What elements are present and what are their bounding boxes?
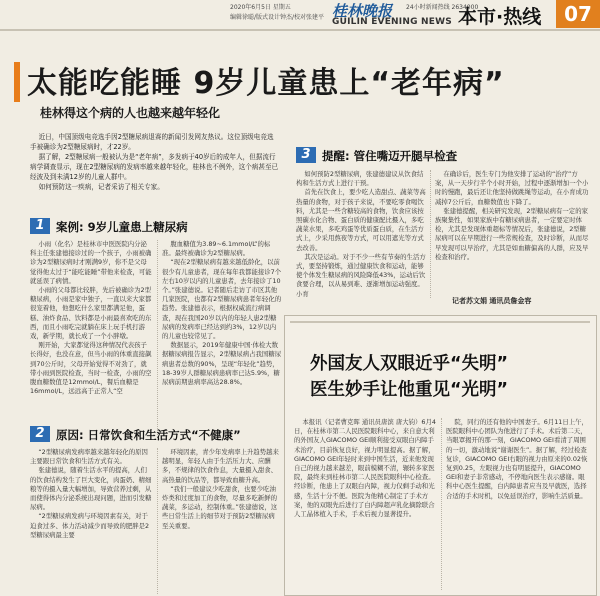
lead-paragraph: 如何预防这一疾病，记者采访了相关专家。	[38, 183, 164, 191]
paragraph: 院，同行的还有他的中国妻子。6月11日上午，医院眼科中心团队为他进行了手术。术后第二天，当眼罩揭开的那一刻，GIACOMO GEI看清了周围的一切，激动地说“谢谢医生”。据了解，经过检查复诊，GIACOMO GEI右眼的视力由原来的0.02恢复到0.25，左眼视力也有明显提升，GIACOMO GEI和妻子非常感动，不停地向医生表示感谢。眼科中心医生提醒，白内障患者应当及早就医，选择合适的手术时机，以免延误治疗，影响生活质量。	[446, 418, 588, 500]
box-top-rule	[290, 321, 590, 323]
paragraph: 环境因素，青少年发病率上升趋势越来越明显，年轻人由于生活压力大、应酬多，不规律的饮食作息，大量摄入甜食、高热量的饮品等，都导致血糖升高。	[162, 448, 279, 484]
box-title-line-1: 外国友人双眼近乎“失明”	[310, 354, 509, 374]
lead-paragraph: 近日，中国顶级电竞选手因2型糖尿病退赛的新闻引发网友热议。这位顶级电竞选手被确诊为2型糖尿病时，才22岁。	[30, 133, 274, 151]
section-name: 本市·热线	[458, 6, 542, 28]
article-subtitle: 桂林得这个病的人也越来越年轻化	[40, 106, 221, 120]
section-number-badge: 2	[30, 426, 50, 442]
paragraph: 本报讯（记者曹克晖 通讯员唐滨 唐大钧）6月4日，在桂林市第二人民医院眼科中心，来自意大利的外国友人GIACOMO GEI顺利接受双眼白内障手术治疗，目前恢复良好，视力明显提高。据了解，GIACOMO GEI年轻时来到中国生活，近来他发现自己的视力越来越差，眼前模糊不清，辗转多家医院，最终来到桂林市第二人民医院眼科中心检查。经诊断，他患上了双眼白内障，视力仅剩手动和光感，生活十分不便。医院为他精心制定了手术方案，他的双眼先后进行了白内障超声乳化摘除联合人工晶体植入手术，手术后视力显著提升。	[294, 418, 436, 519]
section-1-column-1	[30, 240, 153, 440]
box-column-2	[446, 418, 589, 590]
paragraph: 首先在饮食上，要少吃人造甜点、蔬菜等高热量的食物，对于孩子来说，不要吃零食喝饮料，尤其是一些含糖较高的食物，饮食应该按照碳水化合物、蛋白质的健康配比摄入，多吃蔬菜水果，多吃鸡蛋等优质蛋白质，在生活方式上，少采用熬夜等方式，可以用遮光等方式去改善。	[296, 188, 426, 252]
paragraph: “2型糖尿病发病率越来越年轻化的原因主要跟日常饮食和生活方式有关。	[30, 448, 148, 466]
paragraph: 腹血糖值为3.89~6.1mmol/L”的标准。最终被确诊为2型糖尿病。	[162, 240, 271, 258]
paragraph: 其次是运动。对于不少一些有节奏的生活方式，要坚持锻炼，通过健康饮食和运动，能够使个体发生糖尿病的风险降低43%，运动后饮食要合理，以从易到难、逐渐增加运动强度。小育	[296, 252, 426, 298]
paragraph: 张建德说，随着生活水平的提高，人们的饮食结构发生了巨大变化，肉蛋奶、精细粮等的摄入量大幅增加，导致营养过剩，从而使得体内分泌系统出现问题，进而引发糖尿病。	[30, 466, 152, 512]
newspaper-english-name: GUILIN EVENING NEWS	[332, 17, 452, 27]
paragraph: “现在2型糖尿病有越来越低龄化，以前很少有儿童患者，现在每年我都能接诊7个左右10岁以内的儿童患者，去年接诊了10个。”张建德说。记者随后走访了市区其他几家医院，也都有2型糖尿病患者年轻化的趋势。张建德表示，根据权威流行病调查，现在我国20岁以内的年轻人患2型糖尿病的发病率已经达到约3%，12岁以内的儿童也较常见了。	[162, 258, 282, 341]
article-author: 记者苏文娟 通讯员詹金容	[452, 297, 532, 305]
box-column-1	[294, 418, 437, 590]
section-2-column-2	[162, 448, 280, 594]
section-3-title: 提醒: 管住嘴迈开腿早检查	[322, 149, 458, 163]
column-rule	[157, 448, 158, 594]
paragraph: “2型糖尿病发病与环境因素有关，对于迫食过多、体力活动减少而导致的肥胖是2型糖尿病最主要	[30, 512, 150, 539]
editor-credits: 编辑徐聪/版式设计钟杰/校对张建平	[230, 14, 325, 21]
column-rule	[430, 170, 431, 298]
paragraph: 在确诊后，医生专门为他安排了运动的“治疗”方案，从一天步行半个小时开始，过程中逐渐增加一个小时的慢跑，最后还让他坚持做跳绳等运动，在小育成功减掉7公斤后，血糖数值也下降了。	[435, 170, 589, 206]
article-lead	[30, 132, 280, 192]
section-1-title: 案例: 9岁儿童患上糖尿病	[56, 220, 188, 234]
section-3-column-2	[435, 170, 590, 285]
news-hotline: 24小时新闻热线 2634000	[406, 4, 479, 11]
paragraph: 数据显示，2019年健康中国·体检大数据糖尿病报告显示，2型糖尿病占我国糖尿病患者总数的90%，呈现“年轻化”趋势，18-39岁人群糖尿病患病率已达5.9%，糖尿病前期患病率高达28.8%。	[162, 341, 282, 387]
header-divider	[0, 29, 600, 31]
section-number-badge: 3	[296, 147, 316, 163]
paragraph: “我们一般建议少吃甜食，也要少吃油炸类和过度加工的食物，尽量多吃新鲜的蔬菜，多运动，控制体重。”张建德说，这些日常生活上的细节对于预防2型糖尿病至关重要。	[162, 484, 278, 530]
column-rule	[157, 240, 158, 435]
section-1-column-2	[162, 240, 282, 430]
paragraph: 张建德提醒，相关研究发现，2型糖尿病有一定的家族聚集性，如果家族中有糖尿病患者，一定要定时体检，尤其是发现体重超标等情况后，张建德说，2型糖尿病可以在早期进行一些常规检查，及时诊断，从而尽早发现可以早治疗，尤其是如血糖偏高的人群，应及早检查和治疗。	[435, 206, 589, 261]
column-rule	[441, 418, 442, 590]
issue-date: 2020年6月5日 星期五	[230, 4, 291, 11]
newspaper-logo: 桂林晚报	[332, 2, 393, 20]
paragraph: 刚开始，大家都觉得这种情况代表孩子长得好，也没在意，但当小雨的体重直接飙到70公斤时，父母开始觉得不对劲了，就带小雨到医院检查，当时一检查，小雨的空腹血糖数值是12mmol/L，餐后血糖是16mmol/L，远远高于正常人“空	[30, 341, 152, 396]
box-title-line-2: 医生妙手让他重见“光明”	[310, 380, 509, 400]
section-number-badge: 1	[30, 218, 50, 234]
section-2-column-1	[30, 448, 153, 594]
paragraph: 如何预防2型糖尿病，张建德建议从饮食结构和生活方式上进行干预。	[296, 170, 424, 188]
paragraph: 小雨的父母都比较胖，先后被确诊为2型糖尿病，小雨是家中独子，一直以来大家都很宠着他，他想吃什么家里都满足他，蛋糕、油炸食品、饮料都是小雨最喜欢吃的东西，而且小雨吃完就躺在床上玩手机打游戏，新学期，就长成了一个小胖墩。	[30, 286, 152, 341]
section-3-column-1	[296, 170, 426, 298]
title-accent-bar	[14, 62, 20, 102]
paragraph: 小雨（化名）是桂林市中医医院内分泌科主任张建德接诊过的一个孩子，小雨被确诊为2型糖尿病时才刚满9岁，你不是父母觉得他太过于“能吃能睡”带他来检查，可能就延误了病情。	[30, 240, 152, 285]
lead-paragraph: 据了解，2型糖尿病一般被认为是“老年病”，多发病于40岁后的成年人，但据流行病学调查显示，现在2型糖尿病的发病率越来越年轻化，桂林也不例外，这个病甚至已经波及到未满12岁的儿童人群中。	[30, 153, 279, 181]
page-number: 07	[556, 0, 600, 28]
article-title: 太能吃能睡 9岁儿童患上“老年病”	[27, 66, 505, 101]
section-2-title: 原因: 日常饮食和生活方式“不健康”	[56, 428, 241, 442]
